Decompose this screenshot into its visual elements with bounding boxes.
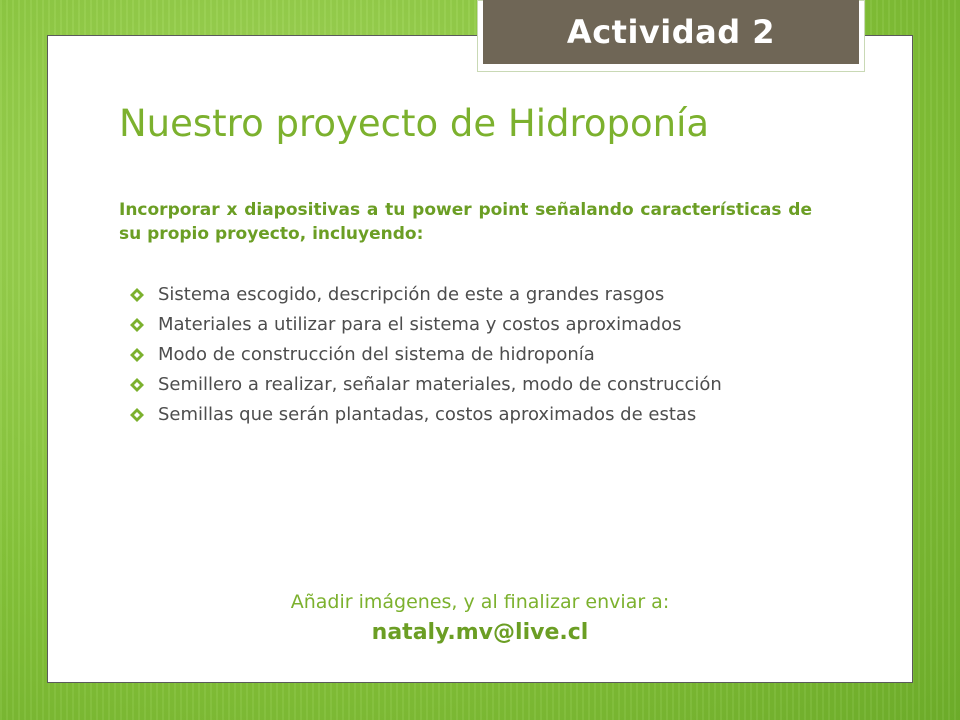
bullet-item xyxy=(128,344,788,366)
bullet-text: Sistema escogido, descripción de este a grandes rasgos xyxy=(158,284,665,305)
activity-badge-label: Actividad 2 xyxy=(566,13,776,51)
bullet-item xyxy=(128,284,788,306)
bullet-text: Modo de construcción del sistema de hidroponía xyxy=(158,344,595,365)
diamond-bullet-icon xyxy=(130,318,144,332)
contact-email: nataly.mv@live.cl xyxy=(371,620,589,645)
diamond-bullet-icon xyxy=(130,288,144,302)
bullet-text: Semillero a realizar, señalar materiales, modo de construcción xyxy=(158,374,722,395)
bullet-text: Materiales a utilizar para el sistema y costos aproximados xyxy=(158,314,682,335)
bullet-item xyxy=(128,314,788,336)
footer-instruction: Añadir imágenes, y al finalizar enviar a: xyxy=(290,591,670,613)
bullet-item xyxy=(128,404,788,426)
bullet-list xyxy=(128,284,788,434)
bullet-item xyxy=(128,374,788,396)
diamond-bullet-icon xyxy=(130,378,144,392)
bullet-text: Semillas que serán plantadas, costos aproximados de estas xyxy=(158,404,697,425)
diamond-bullet-icon xyxy=(130,408,144,422)
slide-title: Nuestro proyecto de Hidroponía xyxy=(119,102,710,145)
activity-badge xyxy=(483,0,859,64)
slide-intro: Incorporar x diapositivas a tu power point señalando características de su propio proyecto, incluyendo: xyxy=(119,200,812,244)
diamond-bullet-icon xyxy=(130,348,144,362)
